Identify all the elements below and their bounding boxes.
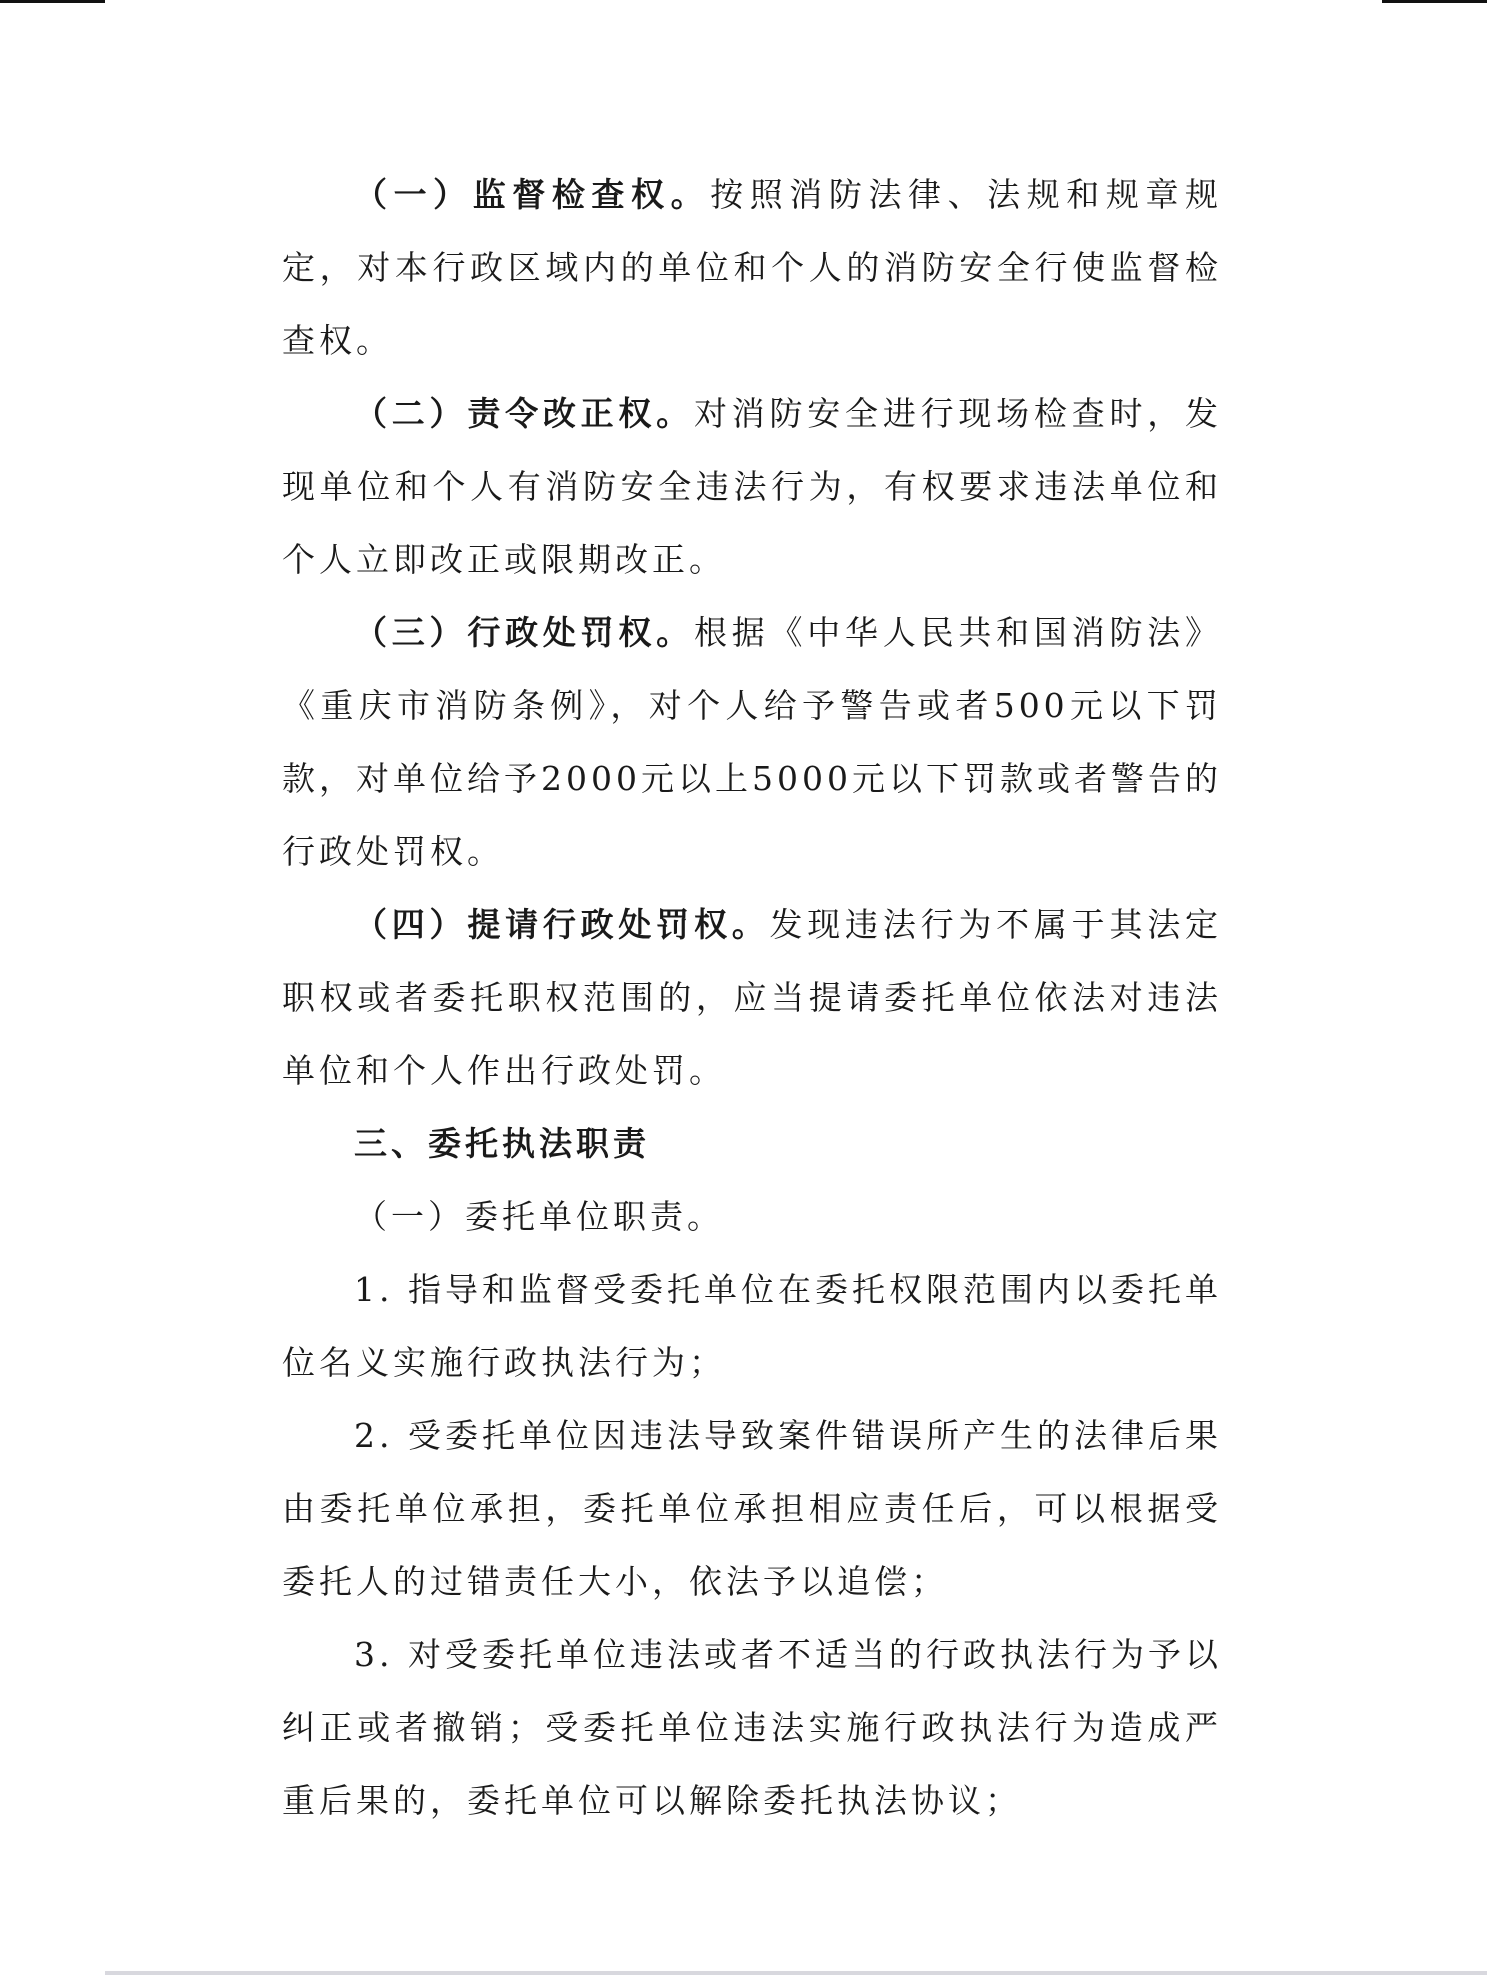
paragraph-text: 对消防安全进行现场检查时，发现单位和个人有消防安全违法行为，有权要求违法单位和个人立即改正或限期改正。 bbox=[282, 394, 1223, 579]
paragraph-lead: （一）监督检查权。 bbox=[354, 175, 711, 214]
list-item: 2. 受委托单位因违法导致案件错误所产生的法律后果由委托单位承担，委托单位承担相应责任后，可以根据受委托人的过错责任大小，依法予以追偿； bbox=[282, 1416, 1222, 1601]
paragraph-order-correction bbox=[282, 377, 1222, 596]
paragraph-lead: （二）责令改正权。 bbox=[354, 394, 694, 433]
list-item: 3. 对受委托单位违法或者不适当的行政执法行为予以纠正或者撤销；受委托单位违法实施行政执法行为造成严重后果的，委托单位可以解除委托执法协议； bbox=[282, 1635, 1222, 1820]
paragraph-text: 发现违法行为不属于其法定职权或者委托职权范围的，应当提请委托单位依法对违法单位和个人作出行政处罚。 bbox=[282, 905, 1223, 1090]
paragraph-text: 根据《中华人民共和国消防法》《重庆市消防条例》，对个人给予警告或者500元以下罚款，对单位给予2000元以上5000元以下罚款或者警告的行政处罚权。 bbox=[282, 613, 1223, 871]
scan-edge-mark-right bbox=[1382, 0, 1487, 3]
paragraph-text: 按照消防法律、法规和规章规定，对本行政区域内的单位和个人的消防安全行使监督检查权。 bbox=[282, 175, 1223, 360]
section-heading: 三、委托执法职责 bbox=[354, 1124, 650, 1163]
paragraph-administrative-penalty bbox=[282, 596, 1222, 888]
paragraph-request-penalty bbox=[282, 888, 1222, 1107]
subsection-heading: （一）委托单位职责。 bbox=[354, 1197, 724, 1236]
paragraph-lead: （四）提请行政处罚权。 bbox=[354, 905, 770, 944]
paragraph-supervision-inspection bbox=[282, 158, 1222, 377]
paragraph-lead: （三）行政处罚权。 bbox=[354, 613, 694, 652]
document-body bbox=[282, 158, 1222, 1837]
scan-edge-mark-left bbox=[0, 0, 105, 3]
scan-bottom-edge bbox=[105, 1971, 1487, 1975]
list-item: 1. 指导和监督受委托单位在委托权限范围内以委托单位名义实施行政执法行为； bbox=[282, 1270, 1222, 1382]
